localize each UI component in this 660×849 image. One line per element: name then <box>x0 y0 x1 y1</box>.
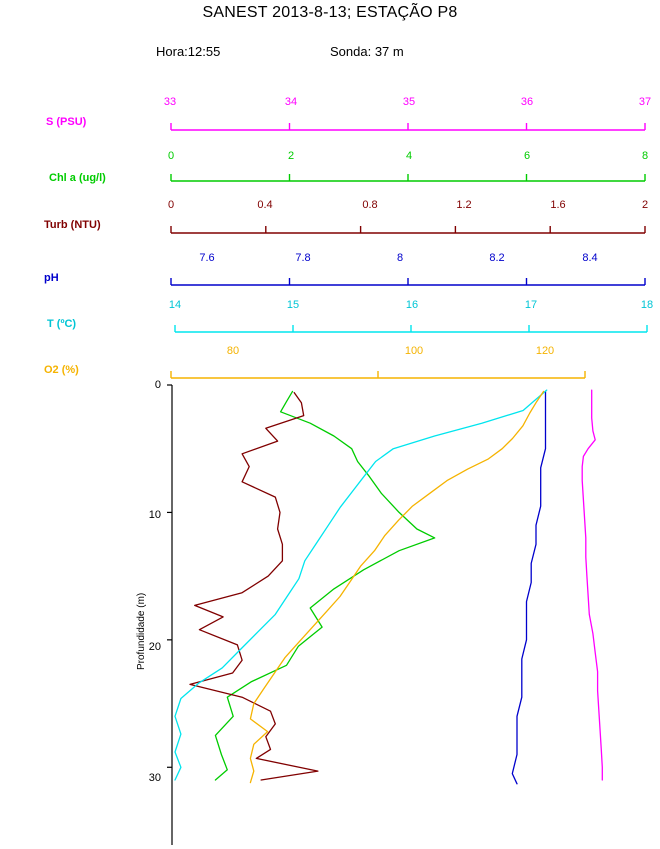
series-line-o2- <box>250 391 543 782</box>
series-line-t-c- <box>175 390 547 780</box>
y-axis <box>167 385 172 845</box>
y-tick-20: 20 <box>148 641 161 653</box>
axis-ruler-0 <box>171 123 645 130</box>
axis-label-chla: Chl a (ug/l) <box>49 172 106 184</box>
axis-label-turbidity: Turb (NTU) <box>44 219 101 231</box>
axis-ruler-3 <box>171 278 645 285</box>
axis-ruler-2 <box>171 226 645 233</box>
axis-label-ph: pH <box>44 272 59 284</box>
y-tick-30: 30 <box>148 772 161 784</box>
axis-ticks-ph: 7.6 7.8 8 8.2 8.4 <box>199 252 598 264</box>
hora-label: Hora:12:55 <box>156 44 221 59</box>
series-line-chl-a-ug-l- <box>215 391 434 780</box>
y-tick-0: 0 <box>154 379 161 391</box>
series-line-s-psu- <box>582 390 602 780</box>
axis-ticks-salinity: 33 34 35 36 37 <box>163 96 652 108</box>
y-axis-title: Profundidade (m) <box>136 592 147 670</box>
axis-ruler-4 <box>175 325 647 332</box>
axis-ticks-chla: 0 2 4 6 8 <box>167 150 649 162</box>
axis-ticks-temperature: 14 15 16 17 18 <box>168 299 654 311</box>
axis-ruler-5 <box>171 371 585 378</box>
y-tick-10: 10 <box>148 509 161 521</box>
axis-ruler-1 <box>171 174 645 181</box>
page-title: SANEST 2013-8-13; ESTAÇÃO P8 <box>202 4 458 21</box>
axis-ticks-turbidity: 0 0.4 0.8 1.2 1.6 2 <box>167 199 649 211</box>
axis-label-oxygen: O2 (%) <box>44 364 79 376</box>
axis-label-salinity: S (PSU) <box>46 116 87 128</box>
axis-label-temperature: T (ºC) <box>47 318 77 330</box>
sonda-label: Sonda: 37 m <box>330 44 404 59</box>
series-line-ph <box>512 391 545 783</box>
axis-ticks-oxygen: 80 100 120 <box>226 345 555 357</box>
